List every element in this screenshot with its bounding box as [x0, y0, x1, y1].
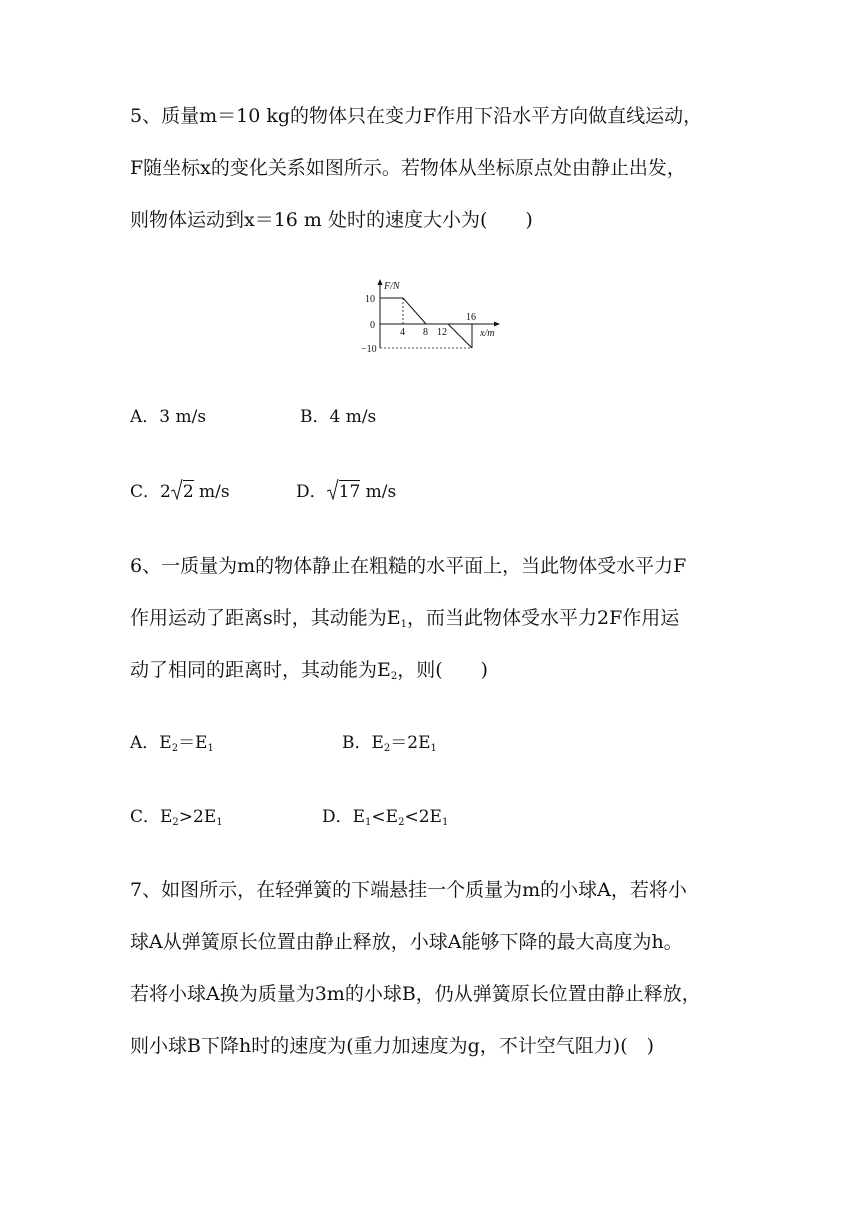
- subscript-1: 1: [430, 743, 437, 754]
- x-axis-label: x/m: [480, 328, 495, 339]
- opt-text: <2E: [404, 807, 442, 827]
- subscript-2: 2: [171, 743, 179, 754]
- q6-option-b: [342, 731, 437, 761]
- opt-text: D．E: [322, 807, 366, 827]
- x-axis-arrow: [494, 322, 500, 327]
- q5-option-c-prefix: C．2: [130, 482, 171, 502]
- q5-line-2: F随坐标x的变化关系如图所示。若物体从坐标原点处由静止出发，: [130, 157, 686, 179]
- q7-line-3: 若将小球A换为质量为3m的小球B，仍从弹簧原长位置由静止释放，: [130, 983, 701, 1005]
- sqrt-sign: [327, 480, 361, 504]
- q6-option-a: [130, 731, 214, 761]
- q7-line-4: 则小球B下降h时的速度为(重力加速度为g，不计空气阻力)( ): [130, 1035, 655, 1057]
- q7-line-2: 球A从弹簧原长位置由静止释放，小球A能够下降的最大高度为h。: [130, 931, 683, 953]
- q6-line-3: [130, 658, 488, 689]
- q6-line-2: [130, 606, 679, 637]
- q5-option-c-radicand: 2: [182, 482, 194, 502]
- subscript-2: 2: [398, 817, 405, 828]
- q5-option-a: A．3 m/s: [130, 407, 207, 427]
- subscript-2: 2: [172, 817, 179, 828]
- x-tick-16: 16: [466, 312, 476, 323]
- subscript-1: 1: [365, 817, 372, 828]
- q5-option-b: B．4 m/s: [300, 407, 377, 427]
- q5-option-d-prefix: D．: [296, 482, 327, 502]
- y-tick-0: 0: [370, 320, 375, 331]
- subscript-1: 1: [400, 619, 407, 630]
- q6-line-2-b: ，而当此物体受水平力2F作用运: [407, 607, 680, 629]
- q6-line-1: 6、一质量为m的物体静止在粗糙的水平面上，当此物体受水平力F: [130, 555, 687, 577]
- q7-line-1: 7、如图所示，在轻弹簧的下端悬挂一个质量为m的小球A，若将小: [130, 879, 687, 901]
- opt-text: C．E: [130, 807, 173, 827]
- q5-option-c-unit: m/s: [193, 482, 230, 502]
- q6-line-2-a: 作用运动了距离s时，其动能为E: [130, 607, 401, 629]
- q6-option-d: [322, 805, 448, 835]
- subscript-2: 2: [383, 743, 391, 754]
- opt-text: ＝E: [178, 733, 208, 753]
- q5-option-d: [296, 480, 396, 504]
- subscript-1: 1: [207, 743, 214, 754]
- opt-text: <E: [371, 807, 399, 827]
- x-tick-12: 12: [437, 327, 447, 338]
- opt-text: >2E: [178, 807, 217, 827]
- y-tick-neg10: −10: [361, 344, 377, 355]
- q5-option-c: [130, 480, 230, 504]
- x-tick-8: 8: [423, 327, 428, 338]
- sqrt-sign: [171, 480, 194, 504]
- subscript-1: 1: [216, 817, 223, 828]
- q5-line-3: 则物体运动到x＝16 m 处时的速度大小为( ): [130, 209, 533, 231]
- y-tick-10: 10: [365, 294, 375, 305]
- force-displacement-graph: [350, 276, 510, 356]
- q5-option-d-radicand: 17: [338, 482, 361, 502]
- subscript-1: 1: [441, 817, 449, 828]
- q5-option-d-unit: m/s: [360, 482, 397, 502]
- q6-line-3-b: ，则( ): [397, 659, 489, 681]
- y-axis-label: F/N: [384, 281, 400, 292]
- opt-text: A．E: [130, 733, 172, 753]
- subscript-2: 2: [390, 671, 398, 682]
- q6-option-c: [130, 805, 223, 835]
- q6-line-3-a: 动了相同的距离时，其动能为E: [130, 659, 391, 681]
- opt-text: B．E: [342, 733, 384, 753]
- x-tick-4: 4: [400, 327, 405, 338]
- force-curve: [380, 298, 472, 348]
- opt-text: ＝2E: [390, 733, 431, 753]
- y-axis-arrow: [378, 279, 383, 285]
- q5-line-1: 5、质量m＝10 kg的物体只在变力F作用下沿水平方向做直线运动，: [130, 105, 703, 127]
